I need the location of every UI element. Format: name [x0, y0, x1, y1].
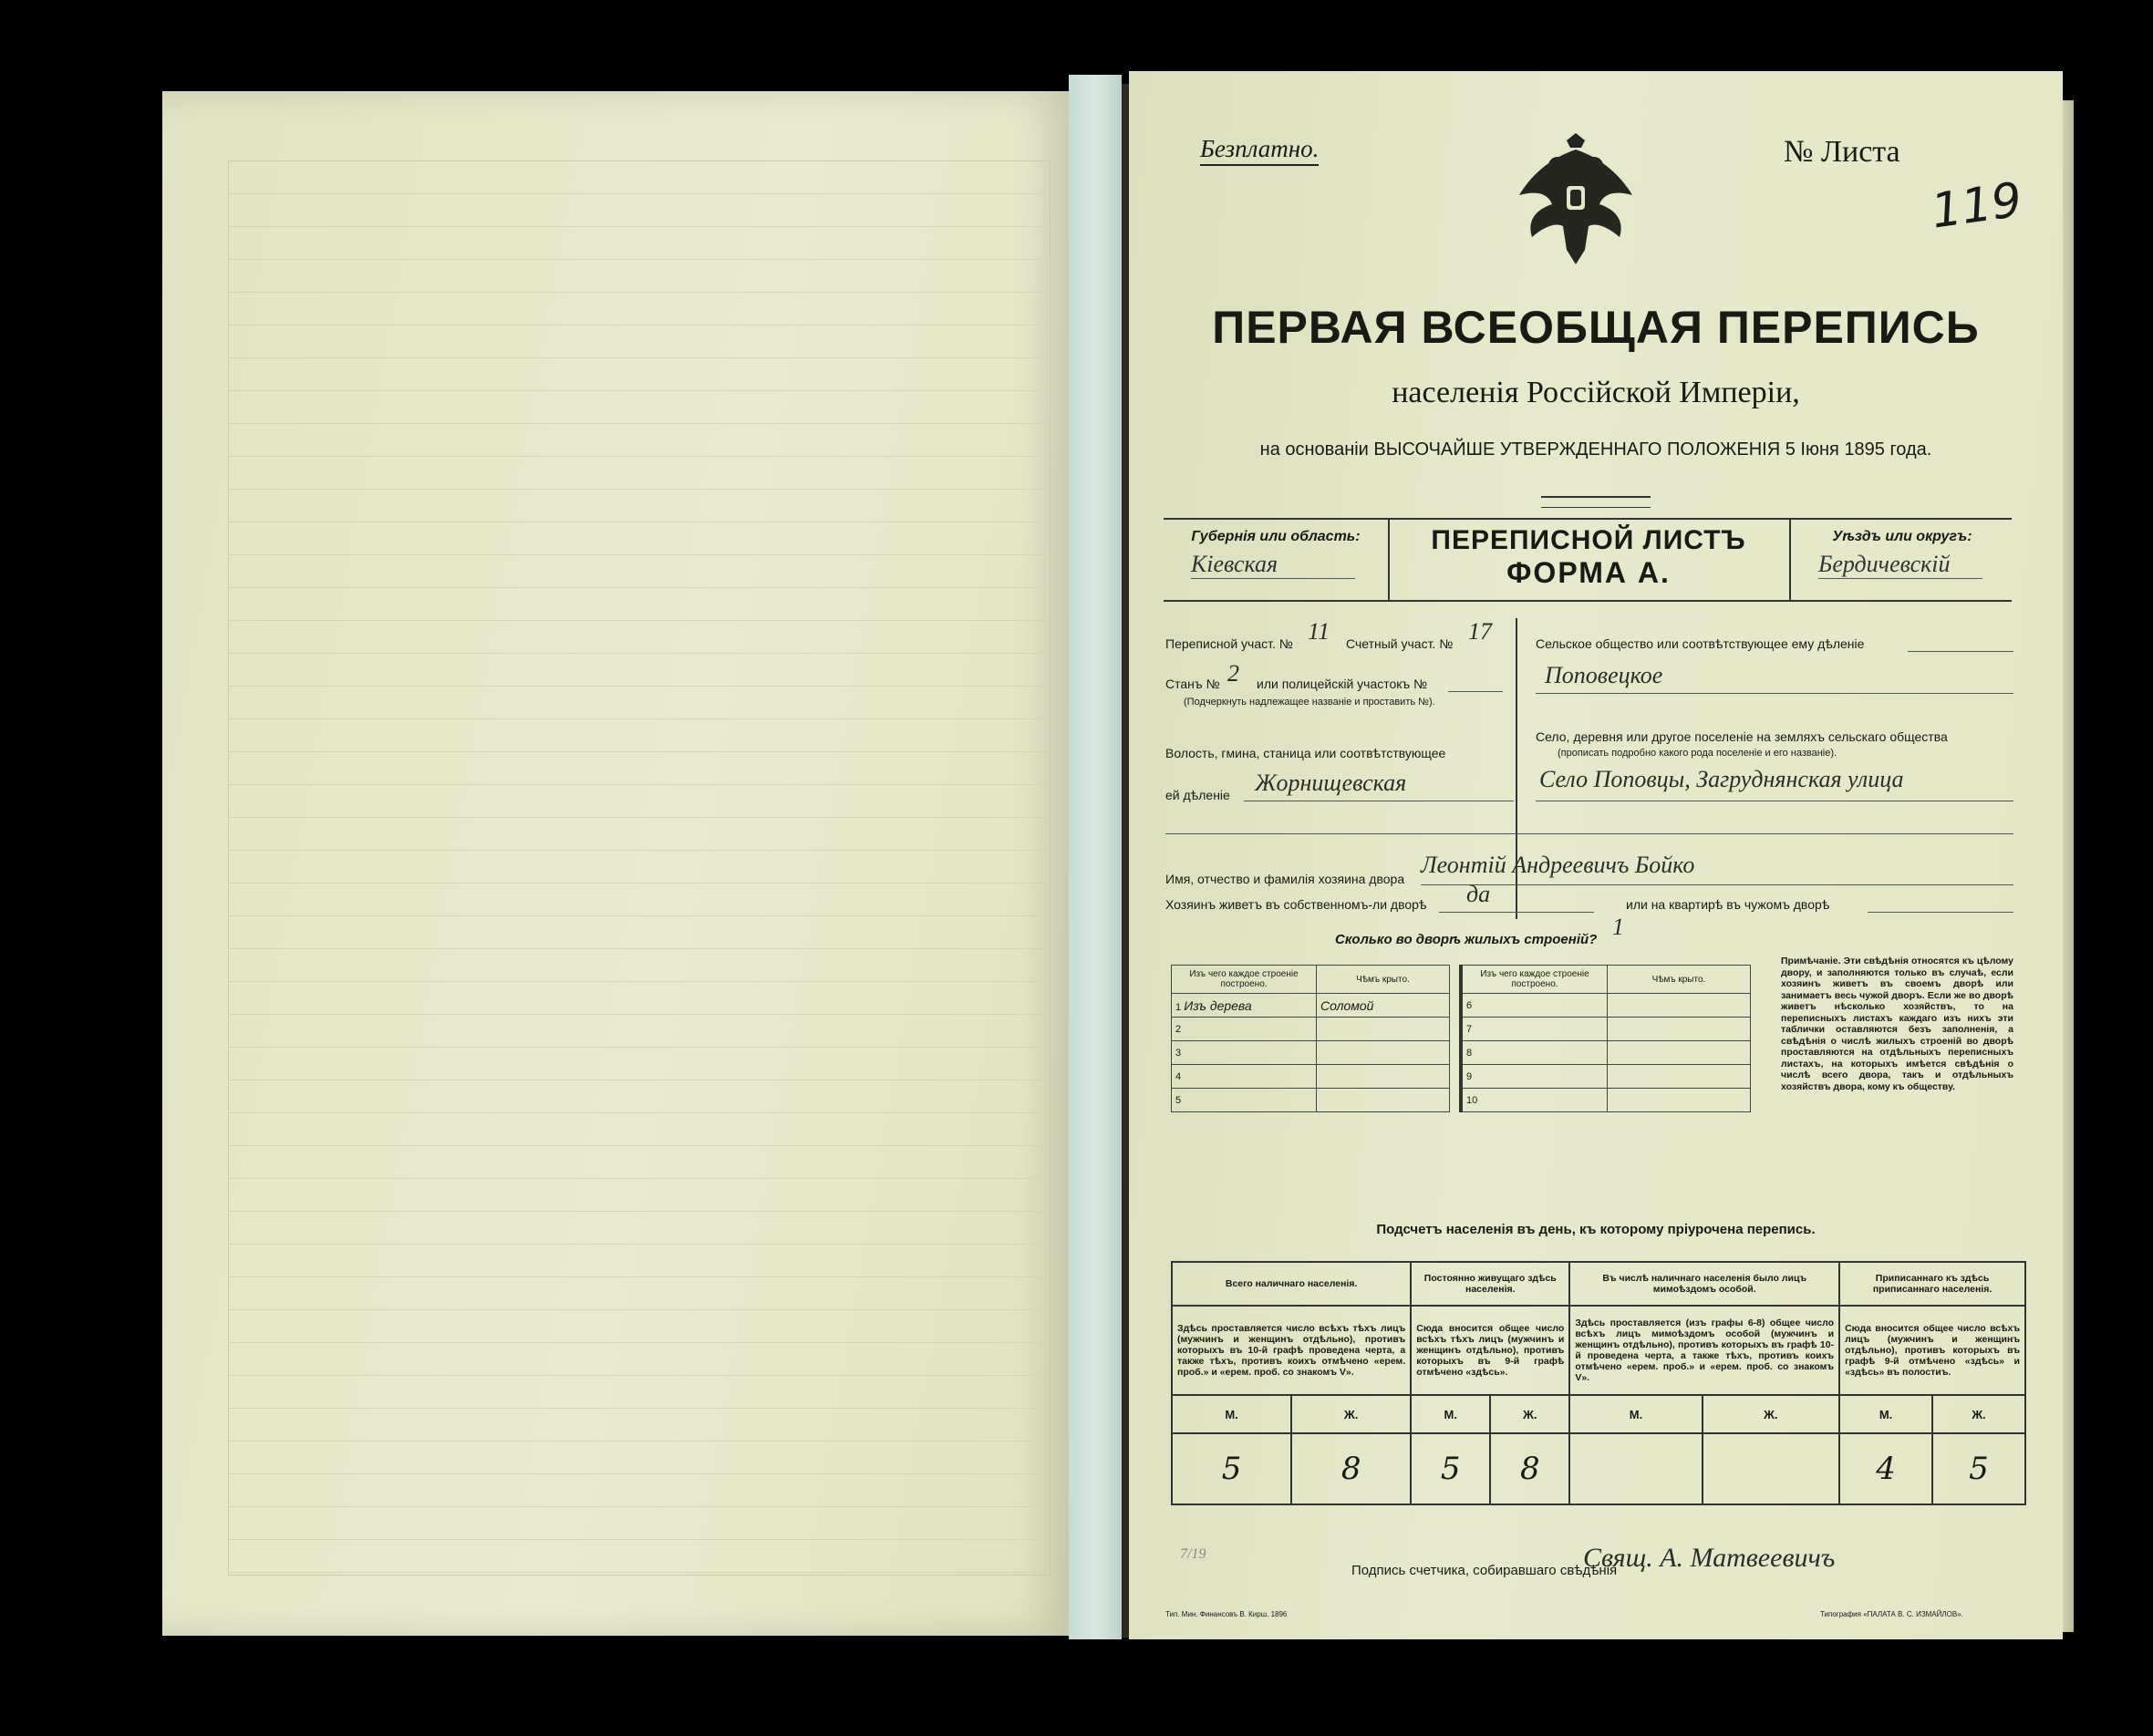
table-row — [1461, 1018, 1751, 1041]
sheet-number-value: 119 — [1928, 172, 2025, 240]
table-row — [1461, 1041, 1751, 1065]
society-label: Сельское общество или соотвѣтствующее ему дѣленіе — [1536, 636, 1865, 651]
village-note: (прописать подробно какого рода поселеніе и его названіе). — [1558, 748, 1837, 759]
table-row — [1172, 1089, 1450, 1112]
count-col-4-male: 4 — [1839, 1433, 1932, 1504]
census-form-page — [1129, 71, 2063, 1639]
count-col-4-title: Приписаннаго къ здѣсь приписаннаго населенія. — [1839, 1262, 2025, 1306]
page-edge — [2063, 100, 2074, 1632]
owner-label: Имя, отчество и фамилія хозяина двора — [1165, 872, 1405, 886]
rented-label: или на квартирѣ въ чужомъ дворѣ — [1626, 897, 1830, 912]
sheet-number-label: № Листа — [1784, 135, 1900, 169]
printer-imprint-right: Типография «ПАЛАТА В. С. ИЗМАЙЛОВ». — [1820, 1610, 1963, 1618]
count-col-1-desc: Здѣсь проставляется число всѣхъ тѣхъ лицъ (мужчинъ и женщинъ отдѣльно), противъ которыхъ въ 10-й графѣ проведена черта, а также тѣхъ, противъ коихъ отмѣчено «ерем. проб.» и «ерем. проб. со знакомъ V». — [1172, 1306, 1411, 1395]
book-spine-blue — [1069, 75, 1122, 1639]
bld-row-roof: Соломой — [1320, 997, 1374, 1013]
own-yard-label: Хозяинъ живетъ въ собственномъ-ли дворѣ — [1165, 897, 1427, 912]
count-col-3-male — [1569, 1433, 1702, 1504]
count-col-4-desc: Сюда вносится общее число всѣхъ лицъ (мужчинъ и женщинъ отдѣльно), противъ которыхъ въ графѣ 9-й отмѣчено «здѣсь» и «здѣсь» въ полостиъ. — [1839, 1306, 2025, 1395]
bld-col-material: Изъ чего каждое строеніе построено. — [1172, 966, 1317, 994]
bld-col-roof: Чѣмъ крыто. — [1317, 966, 1450, 994]
volost-label-2: ей дѣленіе — [1165, 788, 1230, 802]
table-row — [1461, 1065, 1751, 1089]
police-rule — [1448, 691, 1503, 692]
count-col-2-male: 5 — [1411, 1433, 1490, 1504]
district-cell — [1789, 520, 2013, 600]
count-heading: Подсчетъ населенія въ день, къ которому пріурочена перепись. — [1376, 1222, 1816, 1237]
female-label: Ж. — [1932, 1395, 2025, 1433]
free-label: Безплатно. — [1200, 135, 1319, 166]
table-row — [1461, 1089, 1751, 1112]
counting-area-label: Счетный участ. № — [1346, 636, 1454, 651]
buildings-value: 1 — [1612, 914, 1624, 940]
stan-value: 2 — [1227, 660, 1239, 687]
owner-rule — [1421, 884, 2013, 885]
owner-value: Леонтій Андреевичъ Бойко — [1421, 852, 1695, 878]
count-col-1-male: 5 — [1172, 1433, 1291, 1504]
bld-col-material-2: Изъ чего каждое строеніе построено. — [1461, 966, 1608, 994]
female-label: Ж. — [1703, 1395, 1839, 1433]
count-col-4-female: 5 — [1932, 1433, 2025, 1504]
printer-imprint-left: Тип. Мин. Финансовъ В. Кирш. 1896 — [1165, 1610, 1288, 1618]
village-label: Село, деревня или другое поселеніе на земляхъ сельскаго общества — [1536, 729, 1948, 744]
bld-row-number: 4 — [1175, 1070, 1182, 1082]
bld-row-material: Изъ дерева — [1184, 997, 1252, 1013]
village-value: Село Поповцы, Загруднянская улица — [1539, 766, 1904, 792]
province-label: Губернія или область: — [1191, 529, 1361, 544]
census-area-label: Переписной участ. № — [1165, 636, 1293, 651]
buildings-note: Примѣчаніе. Эти свѣдѣнія относятся къ цѣлому двору, и заполняются только въ случаѣ, если хозяинъ живетъ въ своемъ дворѣ или занимаетъ весь чужой дворъ. Если же во дворѣ живетъ нѣсколько хозяйствъ, то на переписныхъ листахъ каждаго изъ нихъ эти таблички оставляются безъ заполненія, а свѣдѣнія о числѣ жилыхъ строеній во дворѣ проставляются на отдѣльныхъ переписныхъ листахъ, на которыхъ имѣется свѣдѣнія о числѣ всего двора, такъ и отдѣльныхъ хозяйствъ двора, кому къ обществу. — [1781, 956, 2013, 1092]
count-col-2-female: 8 — [1490, 1433, 1569, 1504]
table-row — [1172, 994, 1450, 1018]
census-subtitle: населенія Россійской Имперіи, — [1392, 376, 1800, 409]
own-yard-rule — [1439, 912, 1594, 913]
volost-value: Жорнищевская — [1255, 770, 1407, 796]
census-title: ПЕРВАЯ ВСЕОБЩАЯ ПЕРЕПИСЬ — [1212, 302, 1980, 353]
stan-label: Станъ № — [1165, 677, 1220, 691]
section-rule — [1165, 833, 2013, 834]
society-value: Поповецкое — [1545, 662, 1663, 688]
male-label: М. — [1839, 1395, 1932, 1433]
police-label: или полицейскій участокъ № — [1257, 677, 1428, 691]
counting-area-value: 17 — [1468, 618, 1492, 645]
male-label: М. — [1172, 1395, 1291, 1433]
buildings-table-left — [1171, 965, 1450, 1112]
bld-row-number: 7 — [1466, 1023, 1473, 1035]
population-count-table — [1171, 1261, 2026, 1505]
count-col-3-female — [1703, 1433, 1839, 1504]
society-rule-1 — [1908, 651, 2013, 652]
district-label: Уѣздъ или округъ: — [1832, 529, 1972, 544]
bld-row-number: 8 — [1466, 1047, 1473, 1059]
book-spine-dark — [1122, 84, 1129, 1638]
bld-row-number: 10 — [1466, 1094, 1478, 1106]
signature-value: Свящ. А. Матвеевичъ — [1583, 1543, 1836, 1573]
bld-row-number: 6 — [1466, 999, 1473, 1011]
female-label: Ж. — [1291, 1395, 1411, 1433]
district-value: Бердичевскій — [1818, 551, 1982, 579]
count-col-2-desc: Сюда вносится общее число всѣхъ тѣхъ лицъ (мужчинъ и женщинъ отдѣльно), противъ которыхъ въ 9-й графѣ отмѣчено «здѣсь». — [1411, 1306, 1569, 1395]
left-blank-page — [162, 91, 1074, 1636]
left-ruled-frame — [228, 160, 1051, 1576]
census-area-value: 11 — [1308, 618, 1330, 645]
count-col-1-female: 8 — [1291, 1433, 1411, 1504]
form-header-box — [1164, 518, 2012, 602]
bld-col-roof-2: Чѣмъ крыто. — [1608, 966, 1751, 994]
census-basis: на основаніи ВЫСОЧАЙШЕ УТВЕРЖДЕННАГО ПОЛОЖЕНІЯ 5 Іюня 1895 года. — [1259, 439, 1932, 460]
rented-rule — [1868, 912, 2013, 913]
table-row — [1461, 994, 1751, 1018]
female-label: Ж. — [1490, 1395, 1569, 1433]
bld-row-number: 3 — [1175, 1047, 1182, 1059]
province-cell — [1164, 520, 1390, 600]
form-subtitle: ФОРМА А. — [1506, 556, 1671, 589]
male-label: М. — [1411, 1395, 1490, 1433]
volost-label: Волость, гмина, станица или соотвѣтствующее — [1165, 746, 1446, 760]
buildings-table-right — [1459, 965, 1751, 1112]
form-title: ПЕРЕПИСНОЙ ЛИСТЪ — [1431, 525, 1746, 555]
double-headed-eagle-icon — [1512, 131, 1640, 266]
bld-row-number: 5 — [1175, 1094, 1182, 1106]
stan-note: (Подчеркнуть надлежащее названіе и проставить №). — [1184, 697, 1435, 708]
male-label: М. — [1569, 1395, 1702, 1433]
bld-row-number: 1 — [1175, 1001, 1182, 1013]
signature-label: Подпись счетчика, собиравшаго свѣдѣнія — [1351, 1563, 1618, 1578]
table-row — [1172, 1018, 1450, 1041]
form-title-cell — [1388, 520, 1789, 600]
bld-row-number: 9 — [1466, 1070, 1473, 1082]
table-row — [1172, 1065, 1450, 1089]
pencil-mark: 7/19 — [1180, 1546, 1206, 1562]
ornament-divider — [1541, 496, 1651, 508]
society-rule-2 — [1536, 693, 2013, 694]
table-row — [1172, 1041, 1450, 1065]
bld-row-number: 2 — [1175, 1023, 1182, 1035]
count-col-3-desc: Здѣсь проставляется (изъ графы 6-8) общее число всѣхъ лицъ мимоѣздомъ особой (мужчинъ и женщинъ отдѣльно), противъ которыхъ въ графѣ 10-й проведена черта, а также тѣхъ, противъ коихъ отмѣчено «ерем. проб.» и «ерем. проб. со знакомъ V». — [1569, 1306, 1839, 1395]
count-col-2-title: Постоянно живущаго здѣсь населенія. — [1411, 1262, 1569, 1306]
province-value: Кіевская — [1191, 551, 1355, 579]
count-col-1-title: Всего наличнаго населенія. — [1172, 1262, 1411, 1306]
buildings-label: Сколько во дворѣ жилыхъ строеній? — [1335, 932, 1598, 947]
own-yard-value: да — [1466, 881, 1491, 907]
count-col-3-title: Въ числѣ наличнаго населенія было лицъ мимоѣздомъ особой. — [1569, 1262, 1839, 1306]
